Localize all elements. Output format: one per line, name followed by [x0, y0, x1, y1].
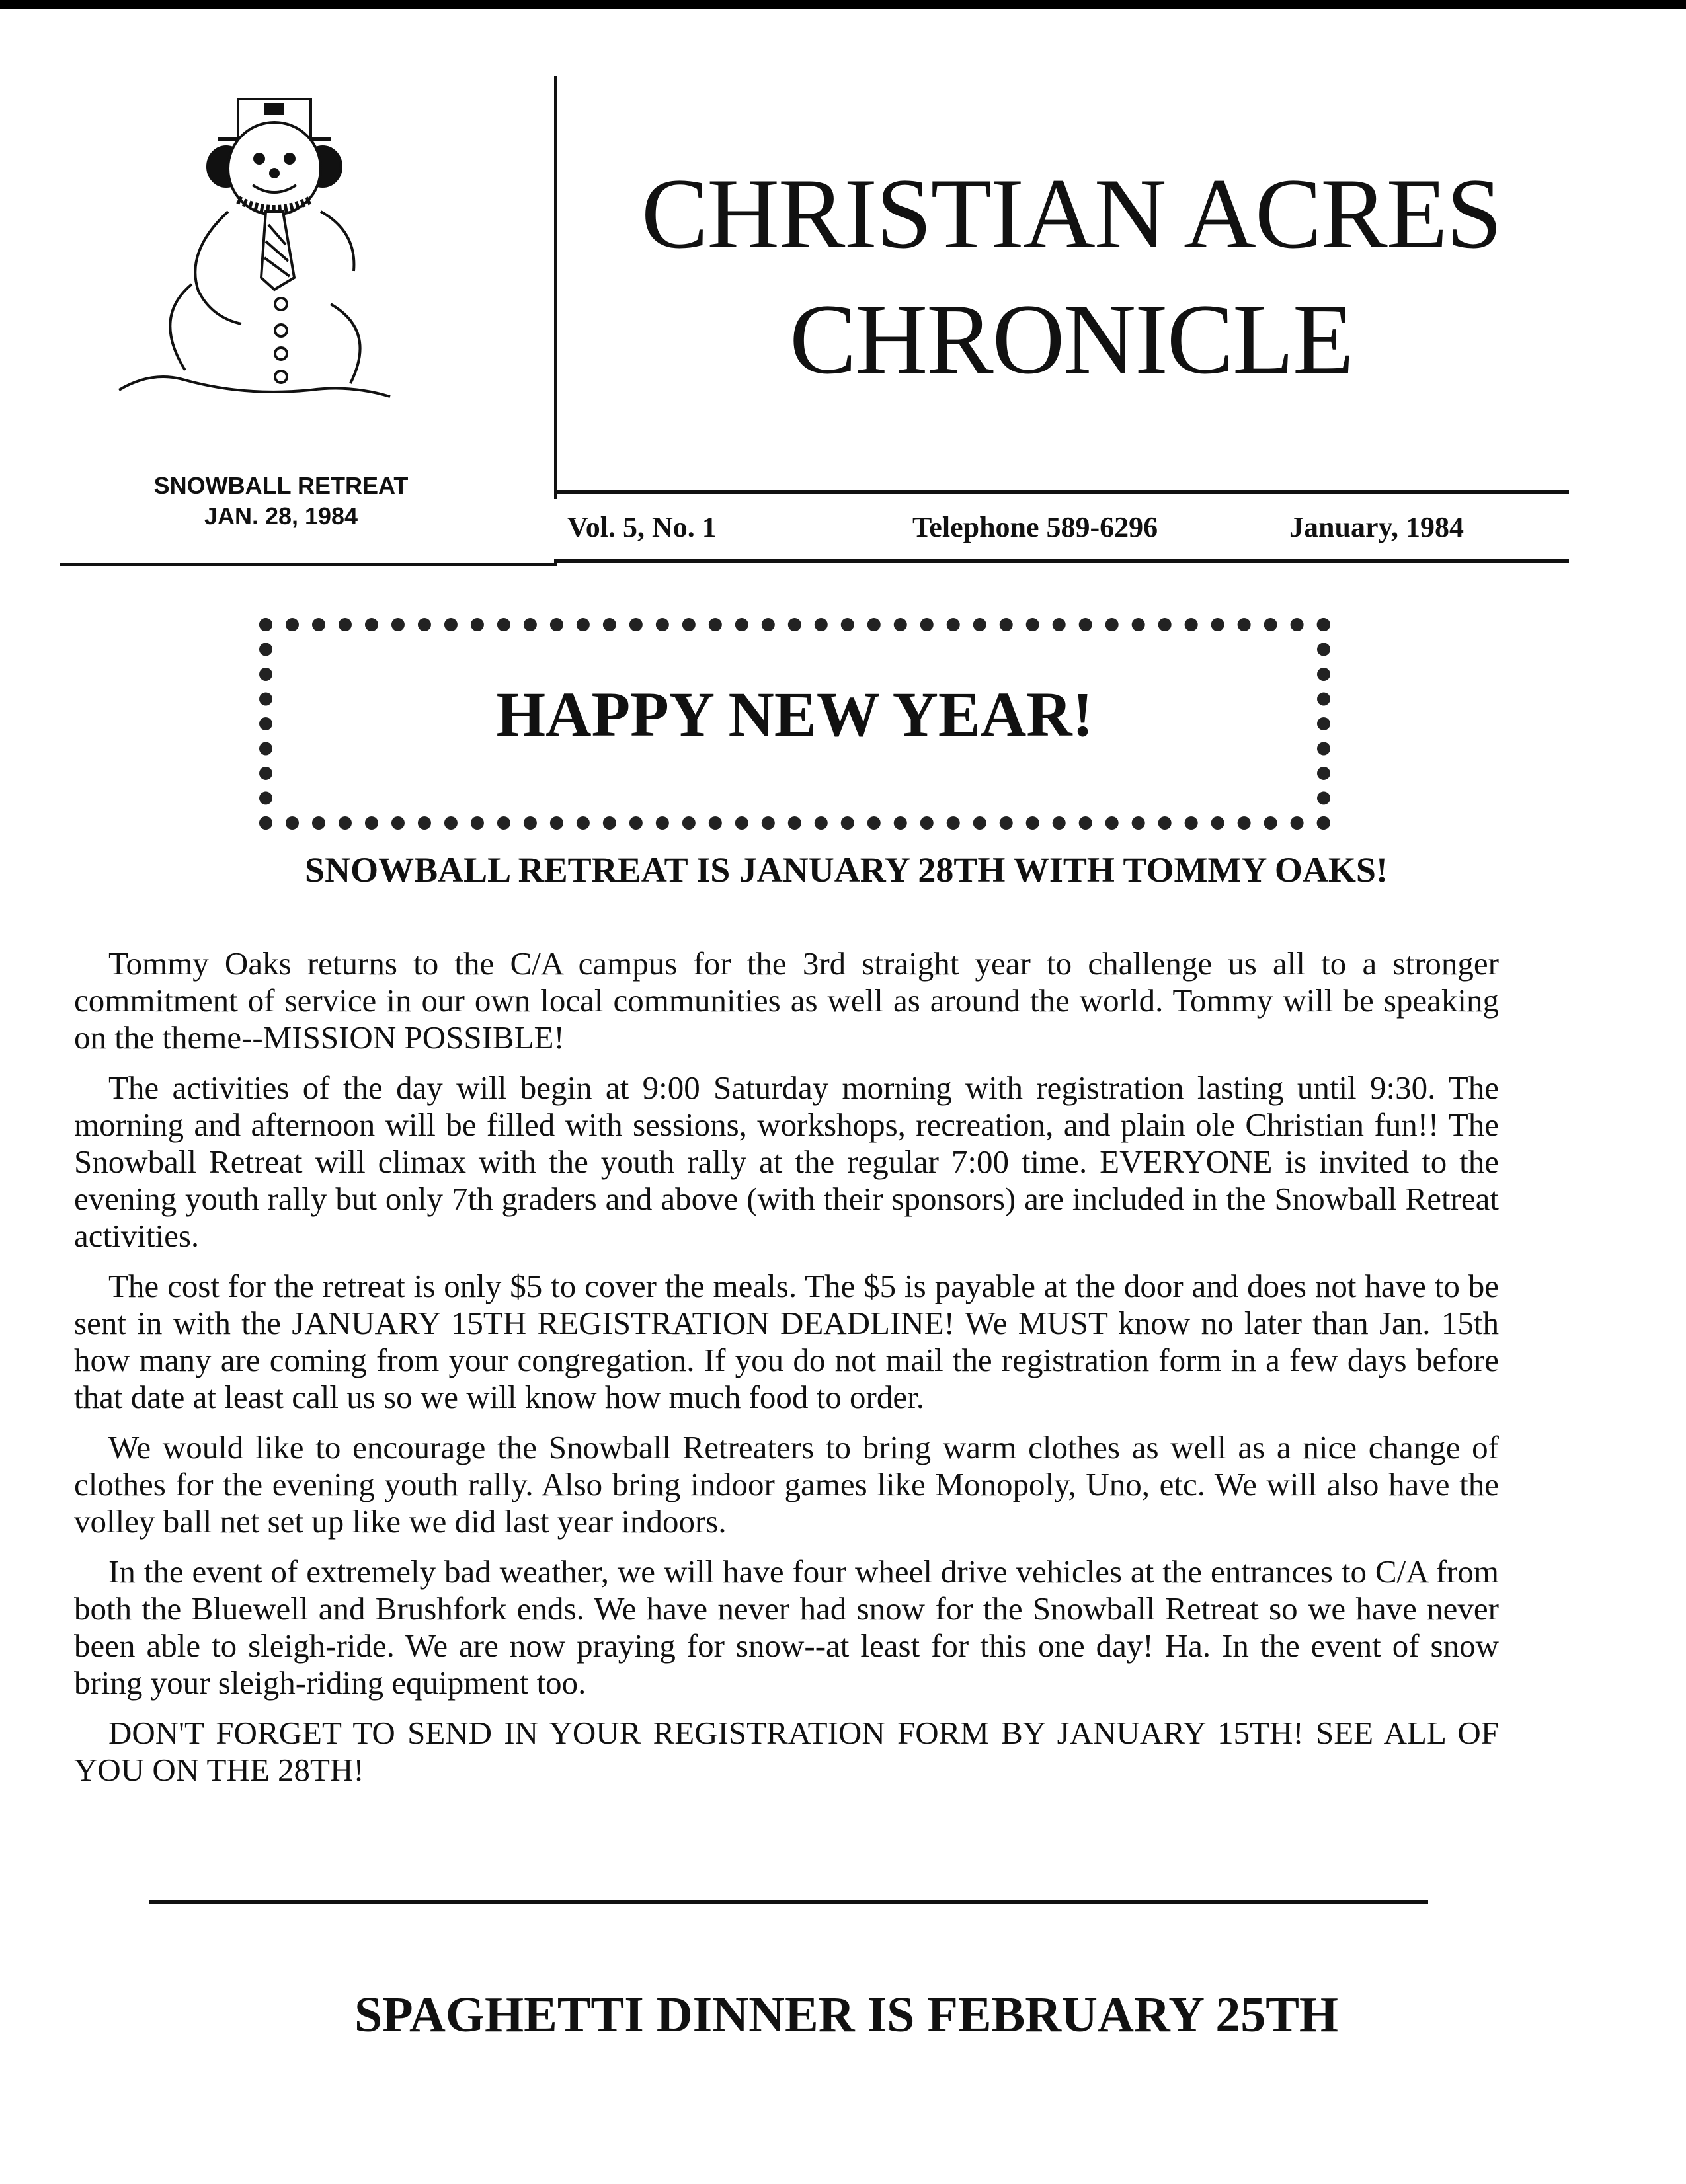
paragraph: The activities of the day will begin at 9:00 Saturday morning with registration lasting until 9:30. The morning and afternoon will be filled with sessions, workshops, recreation, and plain ole Christian fun!! The Snowball Retreat will climax with the youth rally at the regular 7:00 time. EVERYONE is invited to the evening youth rally but only 7th graders and above (with their sponsors) are included in the Snowball Retreat activities.	[74, 1070, 1499, 1254]
paragraph: DON'T FORGET TO SEND IN YOUR REGISTRATION FORM BY JANUARY 15TH! SEE ALL OF YOU ON THE 28TH!	[74, 1715, 1499, 1788]
banner-heading: HAPPY NEW YEAR!	[496, 679, 1094, 750]
second-article-headline: SPAGHETTI DINNER IS FEBRUARY 25TH	[354, 1987, 1338, 2043]
volume-number: Vol. 5, No. 1	[567, 511, 717, 543]
telephone: Telephone 589-6296	[912, 511, 1158, 543]
retreat-label-line2: JAN. 28, 1984	[204, 502, 358, 529]
article-headline: SNOWBALL RETREAT IS JANUARY 28TH WITH TOMMY OAKS!	[305, 850, 1388, 890]
newsletter-title	[569, 151, 1574, 402]
retreat-date-label	[116, 471, 446, 531]
masthead-divider-top	[554, 490, 1569, 494]
masthead-divider-left	[60, 563, 557, 566]
title-line2: CHRONICLE	[789, 284, 1353, 395]
article-body	[74, 945, 1499, 1802]
paragraph: In the event of extremely bad weather, we will have four wheel drive vehicles at the entrances to C/A from both the Bluewell and Brushfork ends. We have never had snow for the Snowball Retreat so we have never been able to sleigh-ride. We are now praying for snow--at least for this one day! Ha. In the event of snow bring your sleigh-riding equipment too.	[74, 1553, 1499, 1701]
issue-date: January, 1984	[1289, 511, 1465, 543]
masthead-divider-vertical	[554, 76, 557, 499]
paragraph: Tommy Oaks returns to the C/A campus for the 3rd straight year to challenge us all to a stronger commitment of service in our own local communities as well as around the world. Tommy will be speaking on the theme--MISSION POSSIBLE!	[74, 945, 1499, 1056]
page-top-border	[0, 0, 1686, 9]
section-divider	[149, 1900, 1428, 1904]
title-line1: CHRISTIAN ACRES	[641, 158, 1502, 269]
paragraph: The cost for the retreat is only $5 to cover the meals. The $5 is payable at the door and does not have to be sent in with the JANUARY 15TH REGISTRATION DEADLINE! We MUST know no later than Jan. 15th how many are coming from your congregation. If you do not mail the registration form in a few days before that date at least call us so we will know how much food to order.	[74, 1268, 1499, 1415]
paragraph: We would like to encourage the Snowball Retreaters to bring warm clothes as well as a nice change of clothes for the evening youth rally. Also bring indoor games like Monopoly, Uno, etc. We will also have the volley ball net set up like we did last year indoors.	[74, 1429, 1499, 1540]
retreat-label-line1: SNOWBALL RETREAT	[153, 472, 409, 499]
masthead-divider-bottom	[554, 559, 1569, 563]
snowman-illustration	[112, 79, 423, 423]
